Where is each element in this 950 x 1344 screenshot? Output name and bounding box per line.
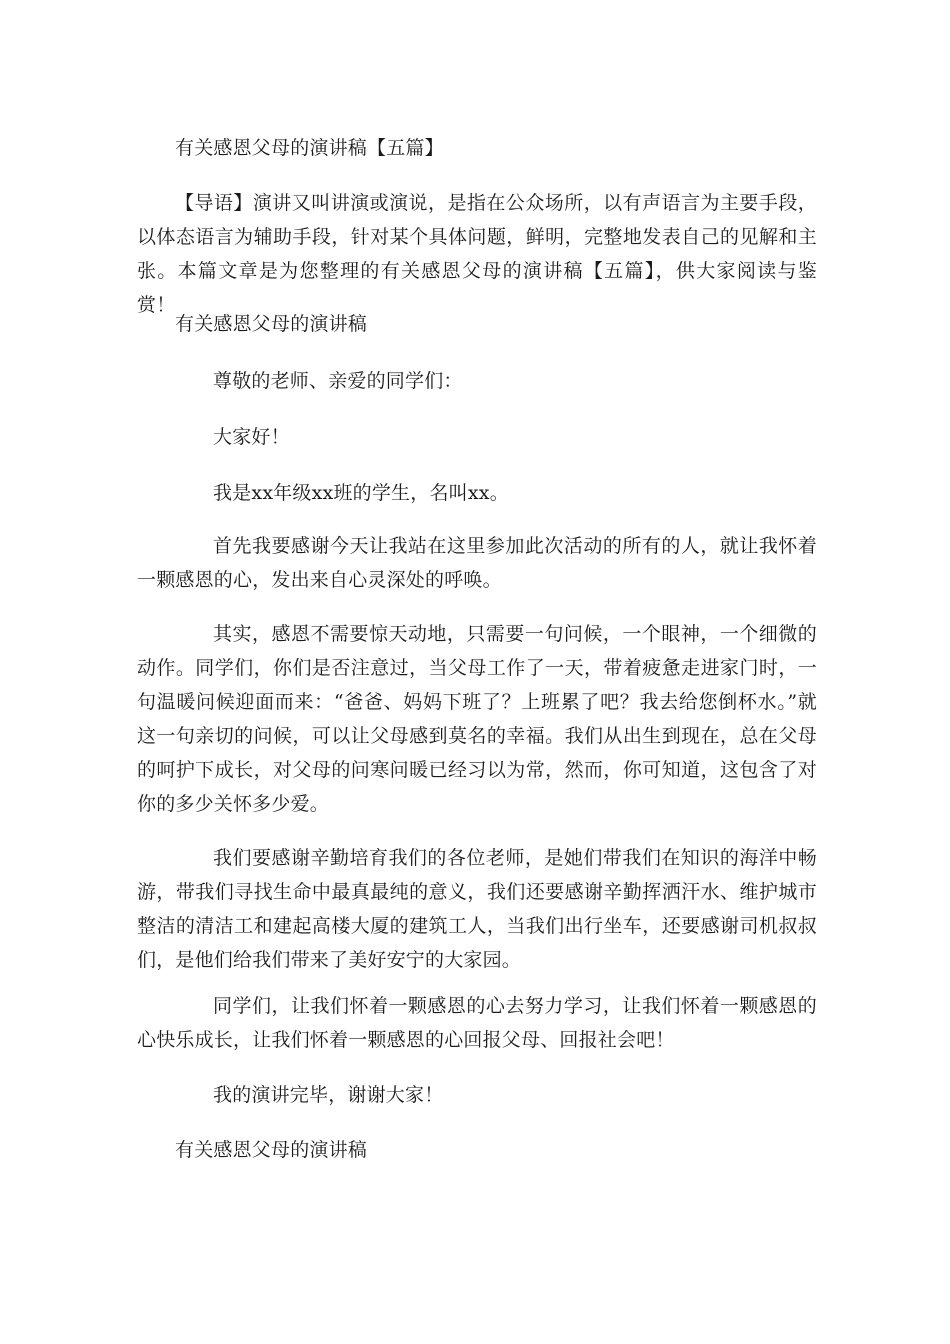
greeting: 大家好！	[213, 426, 290, 448]
speech-paragraph-4: 同学们，让我们怀着一颗感恩的心去努力学习，让我们怀着一颗感恩的心快乐成长，让我们怀着一颗感恩的心回报父母、回报社会吧！	[137, 995, 817, 1051]
intro-paragraph: 【导语】演讲又叫讲演或演说，是指在公众场所，以有声语言为主要手段，以体态语言为辅助手段，针对某个具体问题，鲜明，完整地发表自己的见解和主张。本篇文章是为您整理的有关感恩父母的演讲稿【五篇】，供大家阅读与鉴赏！	[137, 192, 817, 316]
speech-paragraph-1: 首先我要感谢今天让我站在这里参加此次活动的所有的人，就让我怀着一颗感恩的心，发出来自心灵深处的呼唤。	[137, 535, 817, 591]
section-heading-1: 有关感恩父母的演讲稿	[175, 313, 368, 335]
speech-paragraph-2: 其实，感恩不需要惊天动地，只需要一句问候，一个眼神，一个细微的动作。同学们，你们是否注意过，当父母工作了一天，带着疲惫走进家门时，一句温暖问候迎面而来：“爸爸、妈妈下班了？上班累了吧？我去给您倒杯水。”就这一句亲切的问候，可以让父母感到莫名的幸福。我们从出生到现在，总在父母的呵护下成长，对父母的问寒问暖已经习以为常，然而，你可知道，这包含了对你的多少关怀多少爱。	[137, 623, 817, 815]
salutation: 尊敬的老师、亲爱的同学们：	[213, 370, 463, 392]
speech-paragraph-3: 我们要感谢辛勤培育我们的各位老师，是她们带我们在知识的海洋中畅游，带我们寻找生命中最真最纯的意义，我们还要感谢辛勤挥洒汗水、维护城市整洁的清洁工和建起高楼大厦的建筑工人，当我们出行坐车，还要感谢司机叔叔们，是他们给我们带来了美好安宁的大家园。	[137, 847, 817, 971]
document-title: 有关感恩父母的演讲稿【五篇】	[175, 137, 444, 159]
closing-line: 我的演讲完毕，谢谢大家！	[213, 1084, 444, 1106]
self-introduction: 我是xx年级xx班的学生，名叫xx。	[213, 482, 509, 504]
section-heading-2: 有关感恩父母的演讲稿	[175, 1139, 368, 1161]
